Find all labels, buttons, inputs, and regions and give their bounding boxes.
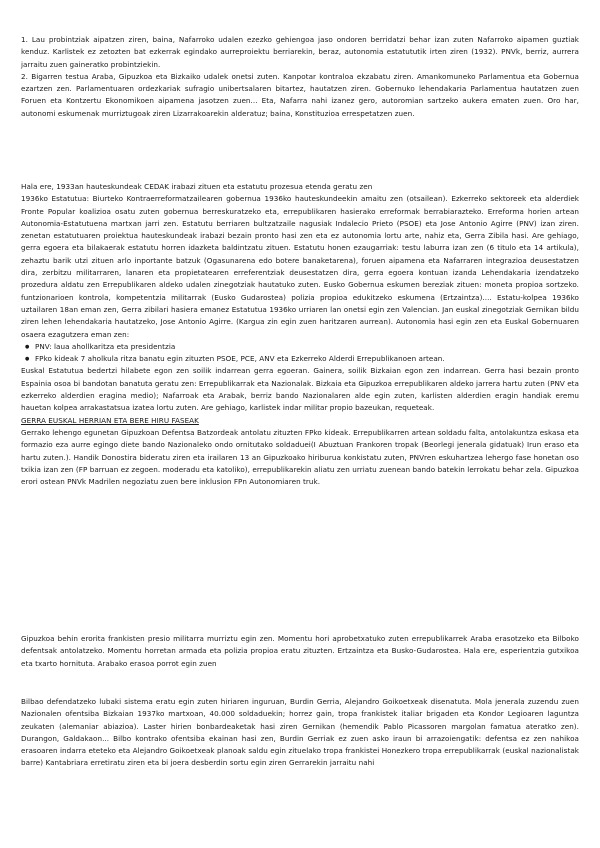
intro-item-2: 2. Bigarren testua Araba, Gipuzkoa eta Bizkaiko udalek onetsi zuten. Kanpotar kontraloa ekzabatu ziren. Amankomuneko Parlamentua eta Gobernua ezartzen zen. Parlamentuaren ordezkariak sufragio unibertsalaren bitartez, hautatzen ziren. Gobernuko lehendakaria Parlamentua hautatzen zuen Foruen eta Kontzertu Ekonomikoen aipamena jasotzen zuen... Eta, Nafarra nahi izanez gero, autoromian sartzeko aukera ematen zuen. Oro har, autonomi eskumenak murriztugoak ziren Lizarrakoarekin alderatuz; baina, Konstituzioa errespetatzen zuen. bbox=[21, 71, 579, 118]
statute-paragraph-1: Hala ere, 1933an hauteskundeak CEDAK irabazi zituen eta estatutu prozesua etenda geratu zen bbox=[21, 182, 373, 191]
war-paragraph-3: Bilbao defendatzeko lubaki sistema eratu egin zuten hiriaren inguruan, Burdin Gerria, Alejandro Goikoetxeak disenatuta. Mola jenerala zuzendu zuen Nazionalen ofentsiba Bizkaian 1937ko martxoan, 40.000 soldaduekin; horrez gain, tropa frankistek italiar brigaden eta Kondor Legioaren laguntza zeukaten (alemaniar abiazioa). Laster hirien bonbardeaketak hasi ziren Gernikan (hemendik Pablo Picassoren margolan famatua ateratko zen). Durangon, Galdakaon... Bilbo kontrako ofentsiba ekainan hasi zen, Burdin Gerriak ez zuen asko iraun bi arrazoiengatik: defentsa ez zen nahikoa erasoaren indarra eteteko eta Alejandro Goikoetxeak planoak saldu egin zituelako tropa frankistei Honezkero tropa errepublikarrak (euskal nazionalistak barre) Kantabriara erretiratu ziren eta bi joera desberdin sortu egin ziren Gerrarekin jarraitu nahi bbox=[21, 697, 579, 768]
gipuzkoa-section bbox=[21, 633, 579, 670]
war-heading: GERRA EUSKAL HERRIAN ETA BERE HIRU FASEAK bbox=[21, 415, 199, 425]
statute-paragraph-2: 1936ko Estatutua: Biurteko Kontraerreformatzailearen gobernua 1936ko hauteskundeekin amaitu zen (otsailean). Ezkerreko sektoreek eta alderdiek Fronte Popular koalizioa osatu zuten gobernua berreskuratzeko eta, errepublikaren hasierako erreformak berrabiarazteko. Erreforma horien artean Autonomia-Estatutuena martxan jarri zen. Estatutu berriaren bultzatzaile nagusiak Indalecio Prieto (PSOE) eta Jose Antonio Agirre (PNV) izan ziren. zenetan estatutuaren proiektua hauteskundeak irabazi bezain pronto hasi zen eta ez autonomia lortu arte, nahiz eta, Gerra Zibila hasi. Are gehiago, gerra egoera eta bilakaerak estatutu horren idazketa baldintzatu zituen. Estatutu honen ezaugarriak: testu laburra izan zen (6 titulo eta 14 artikula), zehaztu barik utzi zituen arlo inportante batzuk (Ogasunarena edo botere banaketarena), foruen aipamena eta Nafarraren integrazioa deusestatzen dira, zerbitzu militarraren, lanaren eta propietatearen erreferentziak deusestatzen dira, gerra egoera kontuan izanda Lehendakaria izendatzeko prozedura aldatu zen Errepublikaren aldeko udalen zinegotziak hautatuko zuten. Eusko Gobernua eskumen bereziak zituen: moneta propioa sortzeko. funtzionarioen kontrola, kompetentzia militarrak (Eusko Gudarostea) polizia propioa edukitzeko eskumena (Ertzaintza).... Estatu-kolpea 1936ko uztailaren 18an eman zen, Gerra zibilari hasiera emanez Estatutua 1936ko urriaren lan onetsi egin zen Valencian. Jan euskal zinegotziak Gernikan bildu ziren lehen lehendakaria hautatzeko, Jose Antonio Agirre. (Kargua zin egin zuen haritzaren aurrean). Autonomia hasi egin zen eta Euskal Gobernuaren osaera ezagutzera eman zen: bbox=[21, 194, 579, 339]
statute-section bbox=[21, 181, 579, 488]
war-paragraph-1: Gerrako lehengo egunetan Gipuzkoan Defentsa Batzordeak antolatu zituzten FPko kideak. Errepublikarren artean soldadu falta, antolakuntza eskasa eta formazio eza aurre egingo diete bando Nazionaleko ondo ornitutako soldaduei(I Abuztuan Frankoren tropak (Beorlegi jenerala gidatuak) Irun eraso eta hartu zuten.). Handik Donostira bideratu ziren eta irailaren 13 an Gipuzkoako hiriburua konkistatu zuten, PNVren eskuhartzea lehergo fase honetan oso txikia izan zen (FP barruan ez zegoen. moderadu eta katoliko), errepublikarekin aliatu zen urriatu zuenean bando batekin lerrokatu behar zela. Gipuzkoa erori ostean PNVk Madrilen negoziatu zuen bere inklusion FPn Autonomiaren truk. bbox=[21, 427, 579, 487]
intro-item-1: 1. Lau probintziak aipatzen ziren, baina, Nafarroko udalen ezezko gehiengoa jaso ondoren berridatzi behar izan zuten Nafarroko aipamen guztiak kenduz. Karlistek ez zetozten bat ezkerrak egindako aurreproiektu berriarekin, beraz, autonomia estatututik irten ziren (1932). PNVk, berriz, aurrera jarraitu zuen gaineratko probintziekin. bbox=[21, 35, 579, 69]
bilbao-section bbox=[21, 696, 579, 770]
intro-section bbox=[21, 34, 579, 120]
government-bullet-1: ● PNV: laua ahollkaritza eta presidentzia bbox=[21, 341, 579, 353]
statute-paragraph-3: Euskal Estatutua bedertzi hilabete egon zen soilik indarrean gerra egoeran. Gainera, soilik Bizkaian egon zen indarrean. Gerra hasi bezain pronto Espainia osoa bi bandotan banatuta geratu zen: Errepublikarrak eta Nazionalak. Bizkaia eta Gipuzkoa errepublikaren aldeko jarrera hartu zuten (PNV eta ezkerreko alderdien eragina medio); Nafarroak eta Arabak, berriz bando Nazionalaren alde egin zuten, karlisten alderdien eragin handiak eremu hauetan kolpea arrakastatsua izatea lortu zuten. Are gehiago, karlistek indar militar propio bazeukan, requeteak. bbox=[21, 366, 579, 413]
government-bullet-2: ● FPko kideak 7 aholkula ritza banatu egin zituzten PSOE, PCE, ANV eta Ezkerreko Alderdi Errepublikanoen artean. bbox=[21, 353, 579, 365]
war-paragraph-2: Gipuzkoa behin erorita frankisten presio militarra murriztu egin zen. Momentu hori aprobetxatuko zuten errepublikarrek Araba erasotzeko eta Bilboko defentsak antolatzeko. Momentu horretan armada eta polizia propioa eratu zituzten. Ertzaintza eta Busko-Gudarostea. Hala ere, esperientzia gutxikoa eta txarto hornituta. Arabako erasoa porrot egin zuen bbox=[21, 634, 579, 668]
